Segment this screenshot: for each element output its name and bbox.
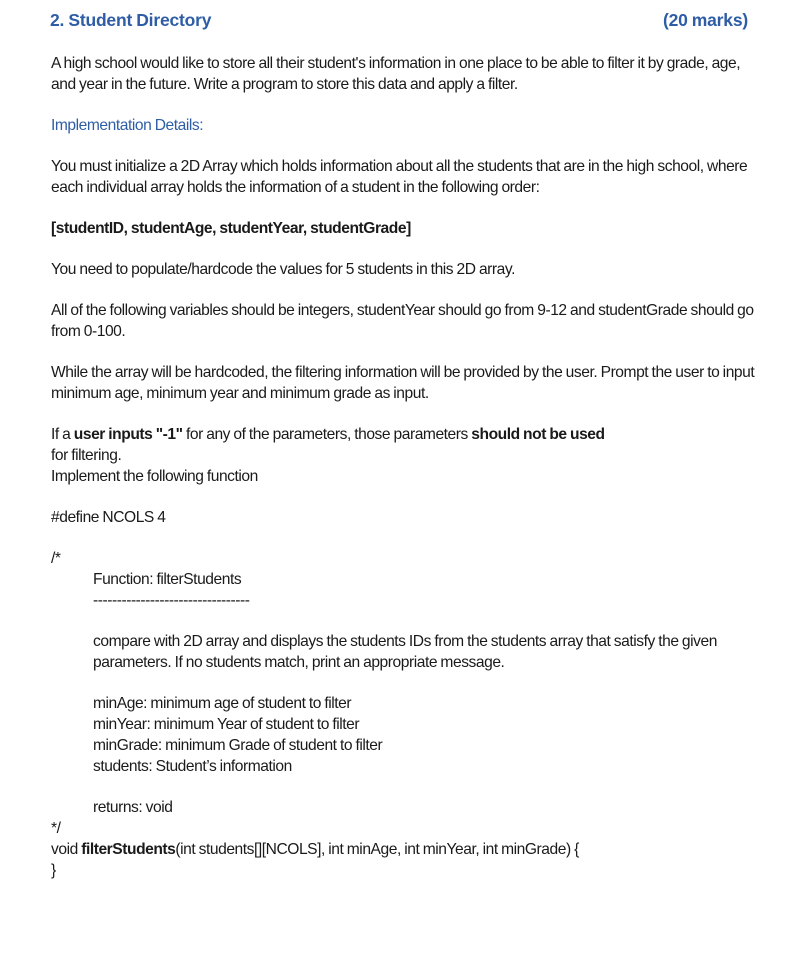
comment-open: /*: [51, 550, 61, 567]
filter-paragraph: While the array will be hardcoded, the filtering information will be provided by the user. Prompt the user to input minimum age, minimum year and minimum grade as input.: [51, 364, 755, 402]
signature-prefix: void: [51, 841, 82, 858]
neg-text-3: for any of the parameters, those parameters: [182, 426, 472, 443]
negative-one-paragraph: [51, 424, 761, 445]
document-page: [51, 8, 761, 881]
question-title: 2. Student Directory: [50, 10, 212, 30]
closing-brace: }: [51, 862, 56, 879]
comment-close: */: [51, 820, 61, 837]
implement-line: Implement the following function: [51, 468, 258, 485]
signature-name: filterStudents: [81, 841, 176, 858]
param-min-age: minAge: minimum age of student to filter: [93, 695, 352, 712]
variables-paragraph: All of the following variables should be integers, studentYear should go from 9-12 and studentGrade should go from 0-100.: [51, 302, 754, 340]
returns-line: returns: void: [93, 799, 173, 816]
intro-paragraph: A high school would like to store all their student's information in one place to be able to filter it by grade, age, and year in the future. Write a program to store this data and apply a filter.: [51, 55, 741, 93]
comment-body: [51, 569, 761, 818]
implementation-heading: Implementation Details:: [51, 117, 204, 134]
param-students: students: Student’s information: [93, 758, 292, 775]
param-min-year: minYear: minimum Year of student to filter: [93, 716, 360, 733]
signature-params: (int students[][NCOLS], int minAge, int minYear, int minGrade) {: [175, 841, 579, 858]
function-signature: [51, 839, 761, 860]
function-name-line: Function: filterStudents: [93, 571, 242, 588]
array-format: [studentID, studentAge, studentYear, studentGrade]: [51, 220, 411, 237]
neg-text-user-inputs: user inputs "-1": [73, 426, 183, 443]
param-min-grade: minGrade: minimum Grade of student to filter: [93, 737, 383, 754]
neg-text-should-not: should not be used: [471, 426, 605, 443]
init-paragraph: You must initialize a 2D Array which holds information about all the students that are in the high school, where each individual array holds the information of a student in the following order:: [51, 158, 748, 196]
neg-text-5: for filtering.: [51, 447, 122, 464]
dash-separator: ---------------------------------: [93, 592, 250, 609]
populate-paragraph: You need to populate/hardcode the values for 5 students in this 2D array.: [51, 261, 515, 278]
neg-text-1: If a: [51, 426, 74, 443]
question-header: [51, 8, 761, 32]
question-marks: (20 marks): [662, 10, 748, 30]
define-line: #define NCOLS 4: [51, 509, 166, 526]
function-description: compare with 2D array and displays the students IDs from the students array that satisfy the given parameters. If no students match, print an appropriate message.: [93, 633, 717, 671]
